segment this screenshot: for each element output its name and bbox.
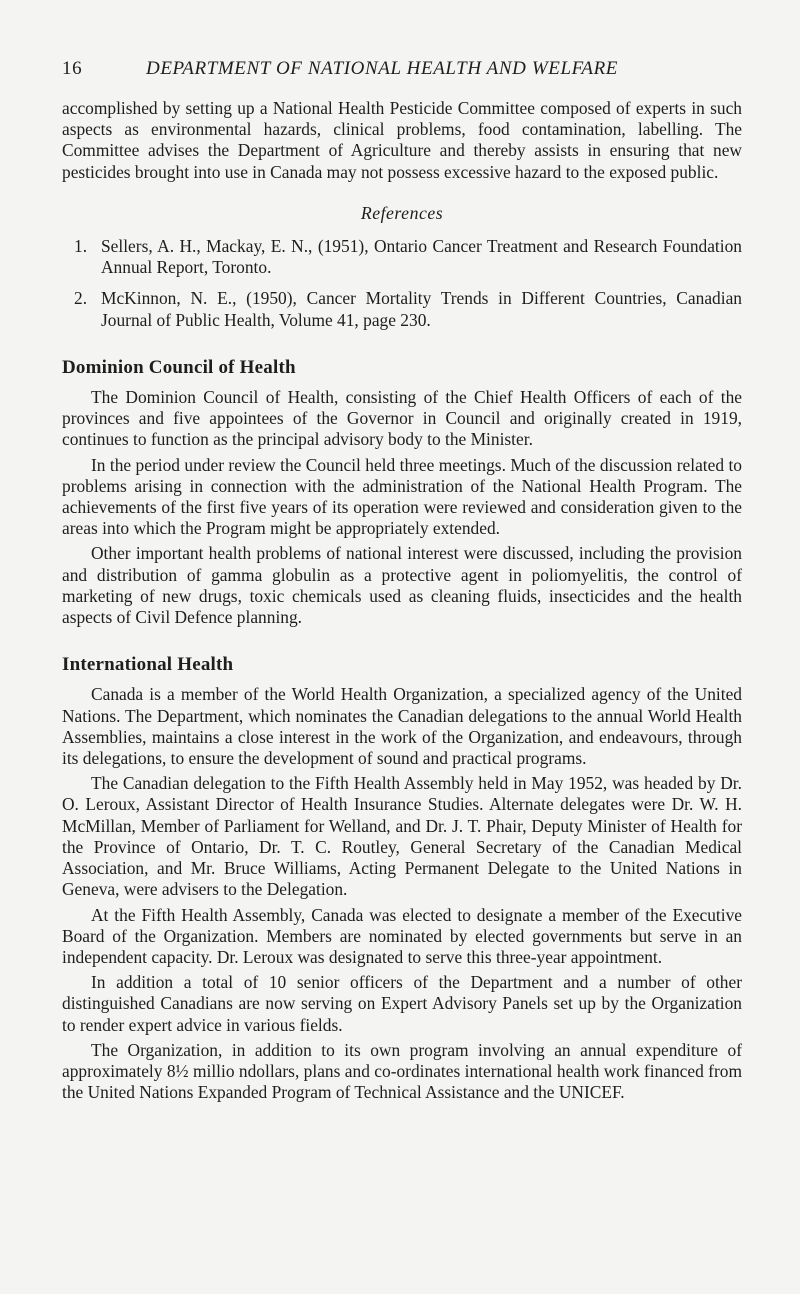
reference-item: [62, 236, 742, 278]
page-number: 16: [62, 58, 83, 79]
paragraph: In addition a total of 10 senior officers of the Department and a number of other distinguished Canadians are now serving on Expert Advisory Panels set up by the Organization to render expert advice in various fields.: [62, 972, 742, 1035]
paragraph: At the Fifth Health Assembly, Canada was elected to designate a member of the Executive Board of the Organization. Members are nominated by elected governments but serve in an independent capacity. Dr. Leroux was designated to serve this three-year appointment.: [62, 904, 742, 967]
paragraph: Other important health problems of national interest were discussed, including the provision and distribution of gamma globulin as a protective agent in poliomyelitis, the control of marketing of new drugs, toxic chemicals used as cleaning fluids, insecticides and the health aspects of Civil Defence planning.: [62, 543, 742, 628]
references-title: References: [360, 202, 444, 223]
page-body: [62, 98, 742, 1103]
reference-text: McKinnon, N. E., (1950), Cancer Mortality Trends in Different Countries, Canadian Journal of Public Health, Volume 41, page 230.: [101, 288, 742, 330]
section-heading-international: International Health: [62, 654, 234, 676]
paragraph: The Organization, in addition to its own program involving an annual expenditure of approximately 8½ millio ndollars, plans and co-ordinates international health work financed from the United Nations Expanded Program of Technical Assistance and the UNICEF.: [62, 1039, 742, 1103]
paragraph: Canada is a member of the World Health Organization, a specialized agency of the United Nations. The Department, which nominates the Canadian delegations to the annual World Health Assemblies, maintains a close interest in the work of the Organization, and endeavours, through its delegations, to ensure the development of sound and practical programs.: [62, 684, 742, 769]
reference-number: 1.: [74, 236, 88, 257]
reference-item: [62, 288, 742, 330]
paragraph: In the period under review the Council held three meetings. Much of the discussion related to problems arising in connection with the administration of the National Health Program. The achievements of the first five years of its operation were reviewed and consideration given to the areas into which the Program might be appropriately extended.: [62, 454, 742, 539]
reference-text: Sellers, A. H., Mackay, E. N., (1951), Ontario Cancer Treatment and Research Foundation Annual Report, Toronto.: [101, 236, 742, 278]
intro-paragraph: accomplished by setting up a National Health Pesticide Committee composed of experts in such aspects as environmental hazards, clinical problems, food contamination, labelling. The Committee advises the Department of Agriculture and thereby assists in ensuring that new pesticides brought into use in Canada may not possess excessive hazard to the exposed public.: [62, 98, 742, 182]
paragraph: The Dominion Council of Health, consisting of the Chief Health Officers of each of the provinces and five appointees of the Governor in Council and originally created in 1919, continues to function as the principal advisory body to the Minister.: [62, 387, 742, 450]
reference-number: 2.: [74, 288, 88, 309]
running-title: DEPARTMENT OF NATIONAL HEALTH AND WELFARE: [146, 58, 618, 79]
section-heading-dominion: Dominion Council of Health: [62, 356, 296, 378]
paragraph: The Canadian delegation to the Fifth Health Assembly held in May 1952, was headed by Dr. O. Leroux, Assistant Director of Health Insurance Studies. Alternate delegates were Dr. W. H. McMillan, Member of Parliament for Welland, and Dr. J. T. Phair, Deputy Minister of Health for the Province of Ontario, Dr. T. C. Routley, General Secretary of the Canadian Medical Association, and Mr. Bruce Williams, Acting Permanent Delegate to the United Nations in Geneva, were advisers to the Delegation.: [62, 773, 742, 900]
